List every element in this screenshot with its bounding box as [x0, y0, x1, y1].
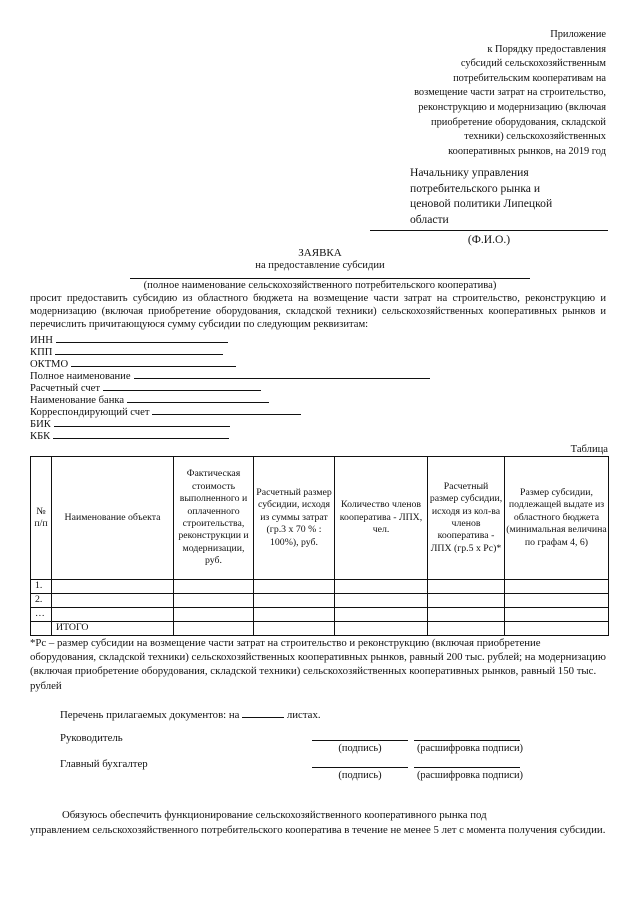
- field-kbk: [30, 429, 229, 442]
- table-row: [31, 580, 609, 594]
- footnote: *Рс – размер субсидии на возмещение части затрат на строительство и реконструкцию (включая приобретение оборудования, складской техники) сельскохозяйственных кооперативных рынков, равный 200 тыс. рублей; на модернизацию (включая приобретение оборудования, складской техники) сельскохозяйственных кооперативных рынков, равный 150 тыс. рублей: [30, 637, 606, 692]
- table-row: [31, 608, 609, 622]
- document-subtitle: на предоставление субсидии: [255, 260, 385, 271]
- attached-docs: [60, 708, 321, 721]
- addressee-line: потребительского рынка и: [410, 181, 541, 195]
- fio-caption: (Ф.И.О.): [467, 233, 511, 246]
- field-blank[interactable]: [53, 429, 229, 439]
- field-blank[interactable]: [71, 357, 236, 367]
- total-label: ИТОГО: [52, 622, 174, 636]
- addressee-block: [410, 165, 610, 227]
- field-blank[interactable]: [127, 393, 269, 403]
- table-cell[interactable]: [505, 622, 609, 636]
- table-cell[interactable]: [254, 594, 335, 608]
- table-label: Таблица: [570, 444, 608, 455]
- appendix-line: приобретение оборудования, складской: [431, 116, 606, 128]
- addressee-line: Начальнику управления: [410, 166, 529, 179]
- appendix-line: субсидий сельскохозяйственным: [460, 58, 606, 70]
- signature-line[interactable]: [312, 740, 408, 741]
- table-cell[interactable]: [505, 594, 609, 608]
- field-label: КПП: [30, 347, 53, 358]
- table-cell[interactable]: [52, 608, 174, 622]
- role-accountant: Главный бухгалтер: [60, 758, 148, 770]
- field-blank[interactable]: [55, 345, 223, 355]
- table-cell[interactable]: [505, 608, 609, 622]
- decoding-caption: (расшифровка подписи): [416, 770, 524, 781]
- header-cell: Размер субсидии, подлежащей выдате из областного бюджета (минимальная величина по графам 4, 6): [505, 457, 609, 580]
- field-blank[interactable]: [103, 381, 261, 391]
- pledge-line-1: Обязуюсь обеспечить функционирование сельскохозяйственного кооперативного рынка под: [62, 809, 487, 821]
- field-label: Полное наименование: [30, 371, 131, 382]
- field-blank[interactable]: [152, 405, 301, 415]
- table-cell[interactable]: [174, 594, 254, 608]
- subsidy-table: [30, 456, 609, 636]
- table-total-row: [31, 622, 609, 636]
- table-cell[interactable]: [254, 608, 335, 622]
- field-label: Корреспондирующий счет: [30, 407, 150, 418]
- table-header-row: [31, 457, 609, 580]
- signature-caption: (подпись): [338, 743, 382, 754]
- table-cell[interactable]: [174, 622, 254, 636]
- table-cell[interactable]: [335, 580, 428, 594]
- role-head: Руководитель: [60, 732, 123, 744]
- document-title: ЗАЯВКА: [298, 247, 342, 259]
- field-label: Наименование банка: [30, 395, 125, 406]
- header-cell: Наименование объекта: [52, 457, 174, 580]
- header-cell: Фактическая стоимость выполненного и оплаченного строительства, реконструкции и модернизации, руб.: [174, 457, 254, 580]
- signature-caption: (подпись): [338, 770, 382, 781]
- field-label: КБК: [30, 431, 51, 442]
- row-number: 2.: [31, 594, 52, 608]
- header-cell: № п/п: [31, 457, 52, 580]
- row-number: …: [31, 608, 52, 622]
- table-cell[interactable]: [428, 594, 505, 608]
- decoding-line[interactable]: [414, 767, 520, 768]
- addressee-line: области: [410, 212, 449, 226]
- appendix-line: реконструкцию и модернизацию (включая: [418, 101, 606, 113]
- appendix-line: потребительским кооперативам на: [453, 72, 606, 84]
- appendix-line: возмещение части затрат на строительство,: [414, 87, 606, 99]
- field-label: ИНН: [30, 335, 53, 346]
- decoding-line[interactable]: [414, 740, 520, 741]
- coop-name-line[interactable]: [130, 278, 530, 279]
- appendix-line: к Порядку предоставления: [487, 43, 606, 55]
- table-cell: [31, 622, 52, 636]
- appendix-block: [380, 28, 606, 159]
- table-cell[interactable]: [335, 622, 428, 636]
- pledge-line-2: управлением сельскохозяйственного потребительского кооператива в течение не менее 5 лет с момента получения субсидии.: [30, 824, 606, 836]
- field-blank[interactable]: [134, 369, 430, 379]
- docs-count-blank[interactable]: [242, 708, 284, 718]
- header-cell: Расчетный размер субсидии, исходя из кол-ва членов кооператива - ЛПХ (гр.5 х Рс)*: [428, 457, 505, 580]
- table-cell[interactable]: [428, 622, 505, 636]
- appendix-line: Приложение: [550, 29, 606, 40]
- request-paragraph: просит предоставить субсидию из областного бюджета на возмещение части затрат на строительство, реконструкцию и модернизацию (включая приобретение оборудования, складской техники) сельскохозяйственных кооперативных рынков и перечислить причитающуюся сумму субсидии по следующим реквизитам:: [30, 293, 606, 331]
- coop-name-caption: (полное наименование сельскохозяйственного потребительского кооператива): [143, 280, 497, 291]
- table-cell[interactable]: [174, 608, 254, 622]
- table-cell[interactable]: [505, 580, 609, 594]
- field-label: БИК: [30, 419, 51, 430]
- field-blank[interactable]: [54, 417, 230, 427]
- table-cell[interactable]: [254, 580, 335, 594]
- decoding-caption: (расшифровка подписи): [416, 743, 524, 754]
- table-cell[interactable]: [174, 580, 254, 594]
- table-cell[interactable]: [428, 580, 505, 594]
- signature-line[interactable]: [312, 767, 408, 768]
- header-cell: Расчетный размер субсидии, исходя из суммы затрат (гр.3 х 70 % : 100%), руб.: [254, 457, 335, 580]
- appendix-line: техники) сельскохозяйственных: [464, 131, 606, 143]
- row-number: 1.: [31, 580, 52, 594]
- docs-label: Перечень прилагаемых документов: на: [60, 709, 240, 721]
- addressee-line: ценовой политики Липецкой: [410, 197, 553, 211]
- field-label: Расчетный счет: [30, 383, 100, 394]
- table-cell[interactable]: [335, 594, 428, 608]
- table-cell[interactable]: [335, 608, 428, 622]
- fio-line[interactable]: [370, 230, 608, 231]
- table-cell[interactable]: [254, 622, 335, 636]
- field-blank[interactable]: [56, 333, 228, 343]
- appendix-line: кооперативных рынков, на 2019 год: [448, 145, 606, 157]
- table-cell[interactable]: [52, 580, 174, 594]
- header-cell: Количество членов кооператива - ЛПХ, чел.: [335, 457, 428, 580]
- table-cell[interactable]: [428, 608, 505, 622]
- table-cell[interactable]: [52, 594, 174, 608]
- docs-suffix: листах.: [286, 709, 321, 721]
- table-row: [31, 594, 609, 608]
- field-label: ОКТМО: [30, 359, 69, 370]
